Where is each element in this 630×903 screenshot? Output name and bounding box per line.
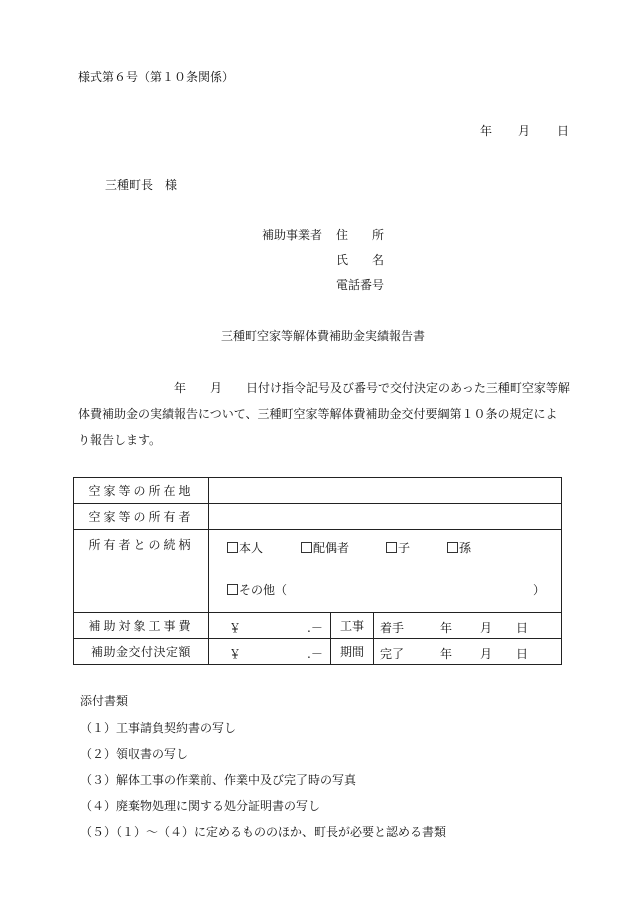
cost-field[interactable]: [209, 613, 331, 639]
relation-field: [209, 530, 562, 613]
grant-field[interactable]: [209, 639, 331, 665]
phone-label: 電話番号: [336, 278, 385, 292]
relation-option-spouse[interactable]: 配偶者: [301, 539, 349, 556]
owner-label: 空家等の所有者: [74, 504, 209, 530]
relation-option-other[interactable]: その他（: [227, 581, 287, 598]
body-line-2: 体費補助金の実績報告について、三種町空家等解体費補助金交付要綱第１０条の規定によ: [78, 407, 558, 421]
body-line-1: 年 月 日付け指令記号及び番号で交付決定のあった三種町空家等解: [78, 381, 570, 395]
attachment-item: （３）解体工事の作業前、作業中及び完了時の写真: [80, 773, 357, 787]
checkbox-icon: [386, 542, 397, 553]
date-month: 月: [518, 124, 531, 138]
form-number: 様式第６号（第１０条関係）: [78, 70, 235, 84]
location-label: 空家等の所在地: [74, 478, 209, 504]
table-row: [74, 639, 562, 665]
checkbox-icon: [227, 584, 238, 595]
month-label: 月: [480, 647, 493, 661]
relation-option-self[interactable]: 本人: [227, 539, 263, 556]
amount-suffix: .－: [307, 621, 323, 635]
relation-option-grandchild[interactable]: 孫: [447, 539, 471, 556]
addressee: 三種町長 様: [105, 178, 178, 192]
table-row: [74, 478, 562, 504]
document-title: 三種町空家等解体費補助金実績報告書: [221, 329, 426, 343]
table-row: [74, 530, 562, 613]
attachment-item: （２）領収書の写し: [80, 747, 189, 761]
attachment-item: （５）（１）～（４）に定めるもののほか、町長が必要と認める書類: [80, 825, 447, 839]
address-label: 住 所: [336, 228, 385, 242]
relation-label: 所有者との続柄: [74, 530, 209, 613]
grant-label: 補助金交付決定額: [74, 639, 209, 665]
report-table: [73, 477, 562, 665]
attachment-item: （１）工事請負契約書の写し: [80, 721, 237, 735]
year-label: 年: [440, 647, 453, 661]
year-label: 年: [440, 621, 453, 635]
attachment-item: （４）廃棄物処理に関する処分証明書の写し: [80, 799, 321, 813]
start-date-field[interactable]: [374, 613, 562, 639]
day-label: 日: [516, 621, 529, 635]
applicant-label: 補助事業者: [262, 228, 323, 242]
yen-sign: ￥: [229, 647, 242, 661]
attachments-heading: 添付書類: [80, 694, 129, 708]
work-label: 工事: [331, 613, 374, 639]
date-day: 日: [557, 124, 570, 138]
checkbox-icon: [301, 542, 312, 553]
relation-option-child[interactable]: 子: [386, 539, 410, 556]
table-row: [74, 504, 562, 530]
checkbox-icon: [447, 542, 458, 553]
end-date-field[interactable]: [374, 639, 562, 665]
checkbox-icon: [227, 542, 238, 553]
name-label: 氏 名: [336, 253, 385, 267]
period-label: 期間: [331, 639, 374, 665]
start-label: 着手: [380, 621, 405, 635]
end-label: 完了: [380, 647, 405, 661]
amount-suffix: .－: [307, 647, 323, 661]
relation-other-close: ）: [533, 583, 546, 597]
cost-label: 補助対象工事費: [74, 613, 209, 639]
table-row: [74, 613, 562, 639]
owner-field[interactable]: [209, 504, 562, 530]
body-line-3: り報告します。: [78, 433, 162, 447]
day-label: 日: [516, 647, 529, 661]
month-label: 月: [480, 621, 493, 635]
yen-sign: ￥: [229, 621, 242, 635]
date-year: 年: [480, 124, 493, 138]
location-field[interactable]: [209, 478, 562, 504]
